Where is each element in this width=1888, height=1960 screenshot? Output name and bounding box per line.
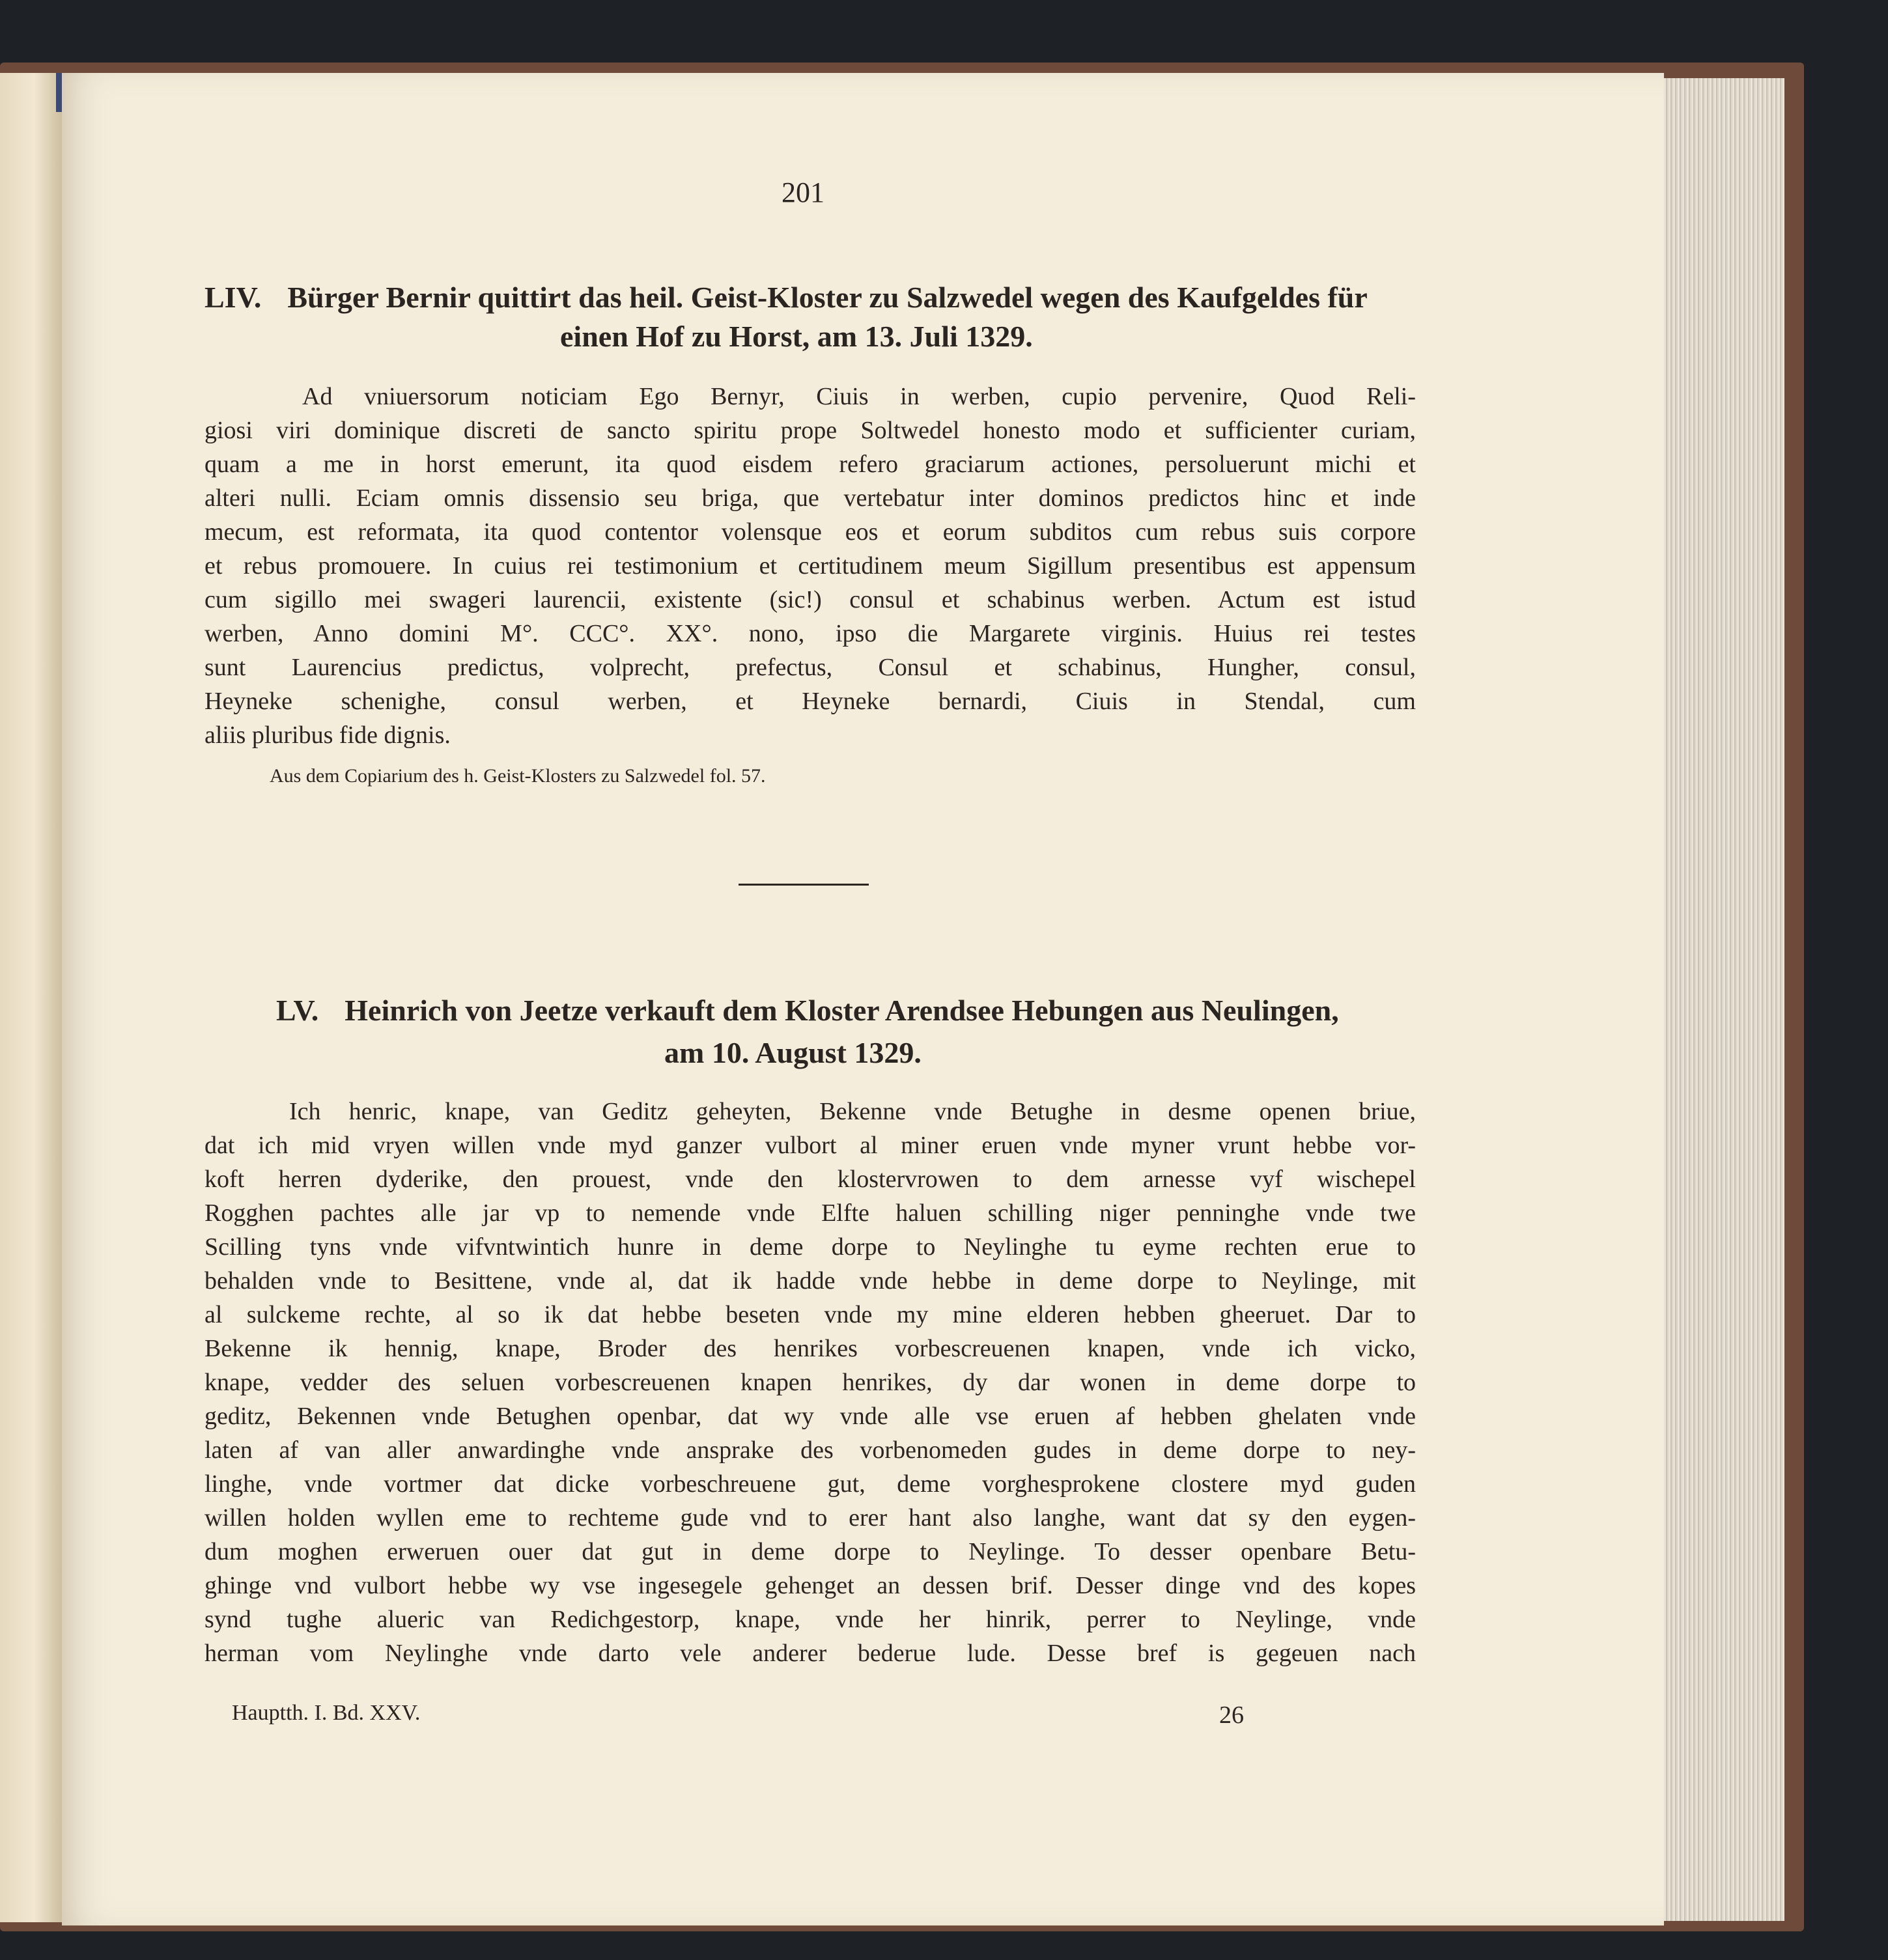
section-lv-body-line: herman vom Neylinghe vnde darto vele anderer bederue lude. Desse bref is gegeuen nach (204, 1640, 1416, 1667)
section-liv-body-line: mecum, est reformata, ita quod contentor volensque eos et eorum subditos cum rebus suis corpore (204, 518, 1416, 546)
section-lv-number: LV. (276, 994, 319, 1027)
section-liv-number: LIV. (204, 281, 262, 314)
section-liv-body-line: werben, Anno domini M°. CCC°. XX°. nono, ipso die Margarete virginis. Huius rei testes (204, 620, 1416, 647)
section-lv-body-line: linghe, vnde vortmer dat dicke vorbeschreuene gut, deme vorghesprokene clostere myd guden (204, 1470, 1416, 1498)
section-lv-body-line: synd tughe alueric van Redichgestorp, knape, vnde her hinrik, perrer to Neylinge, vnde (204, 1606, 1416, 1633)
section-lv-body-line: Scilling tyns vnde vifvntwintich hunre in deme dorpe to Neylinghe tu eyme rechten erue to (204, 1233, 1416, 1261)
page-number: 201 (782, 176, 824, 208)
section-liv-title-line1: LIV. Bürger Bernir quittirt das heil. Geist-Kloster zu Salzwedel wegen des Kaufgeldes für (204, 281, 1368, 314)
section-lv-body-line: koft herren dyderike, den prouest, vnde den klostervrowen to dem arnesse vyf wischepel (204, 1166, 1416, 1193)
section-liv-body-line: et rebus promouere. In cuius rei testimonium et certitudinem meum Sigillum presentibus est appensum (204, 552, 1416, 580)
section-lv-body-line: ghinge vnd vulbort hebbe wy vse ingesegele gehenget an dessen brif. Desser dinge vnd des kopes (204, 1572, 1416, 1599)
section-liv-body-line: Heyneke schenighe, consul werben, et Heyneke bernardi, Ciuis in Stendal, cum (204, 688, 1416, 715)
section-lv-title-line2: am 10. August 1329. (664, 1036, 922, 1069)
section-lv-body-line: dat ich mid vryen willen vnde myd ganzer vulbort al miner eruen vnde myner vrunt hebbe vor- (204, 1132, 1416, 1159)
section-lv-body-line: behalden vnde to Besittene, vnde al, dat ik hadde vnde hebbe in deme dorpe to Neylinge, mit (204, 1267, 1416, 1295)
sheet-signature: 26 (1219, 1701, 1244, 1729)
section-liv-body-line: aliis pluribus fide dignis. (204, 721, 451, 749)
section-liv-title-line2: einen Hof zu Horst, am 13. Juli 1329. (560, 320, 1033, 353)
section-liv-source-note: Aus dem Copiarium des h. Geist-Klosters zu Salzwedel fol. 57. (270, 765, 766, 787)
page-stack-edge (1654, 78, 1784, 1921)
section-lv-body-line: al sulckeme rechte, al so ik dat hebbe beseten vnde my mine elderen hebben gheeruet. Dar to (204, 1301, 1416, 1328)
section-liv-body-line: giosi viri dominique discreti de sancto spiritu prope Soltwedel honesto modo et sufficienter curiam, (204, 417, 1416, 444)
section-lv-body-line: laten af van aller anwardinghe vnde ansprake des vorbenomeden gudes in deme dorpe to ney- (204, 1436, 1416, 1464)
section-lv-body-line: knape, vedder des seluen vorbescreuenen knapen henrikes, dy dar wonen in deme dorpe to (204, 1369, 1416, 1396)
volume-signature: Hauptth. I. Bd. XXV. (232, 1701, 421, 1725)
section-liv-body-line: sunt Laurencius predictus, volprecht, prefectus, Consul et schabinus, Hungher, consul, (204, 654, 1416, 681)
left-page-edge (0, 73, 64, 1922)
section-lv-body-line: Bekenne ik hennig, knape, Broder des henrikes vorbescreuenen knapen, vnde ich vicko, (204, 1335, 1416, 1362)
section-liv-body-line: alteri nulli. Eciam omnis dissensio seu briga, que vertebatur inter dominos predictos hinc et inde (204, 484, 1416, 512)
section-liv-body-line: quam a me in horst emerunt, ita quod eisdem refero graciarum actiones, persoluerunt michi et (204, 451, 1416, 478)
section-lv-body-line: geditz, Bekennen vnde Betughen openbar, dat wy vnde alle vse eruen af hebben ghelaten vnde (204, 1403, 1416, 1430)
section-lv-body-line: Ich henric, knape, van Geditz geheyten, Bekenne vnde Betughe in desme openen briue, (289, 1098, 1416, 1125)
section-liv-body-line: cum sigillo mei swageri laurencii, existente (sic!) consul et schabinus werben. Actum est istud (204, 586, 1416, 613)
section-lv-body-line: Rogghen pachtes alle jar vp to nemende vnde Elfte haluen schilling niger penninghe vnde twe (204, 1199, 1416, 1227)
section-divider (739, 884, 869, 886)
section-liv-body-line: Ad vniuersorum noticiam Ego Bernyr, Ciuis in werben, cupio pervenire, Quod Reli- (302, 383, 1416, 410)
section-lv-title-line1: LV. Heinrich von Jeetze verkauft dem Kloster Arendsee Hebungen aus Neulingen, (276, 994, 1339, 1027)
section-lv-body-line: willen holden wyllen eme to rechteme gude vnd to erer hant also langhe, want dat sy den eygen- (204, 1504, 1416, 1532)
section-lv-body-line: dum moghen erweruen ouer dat gut in deme dorpe to Neylinge. To desser openbare Betu- (204, 1538, 1416, 1565)
